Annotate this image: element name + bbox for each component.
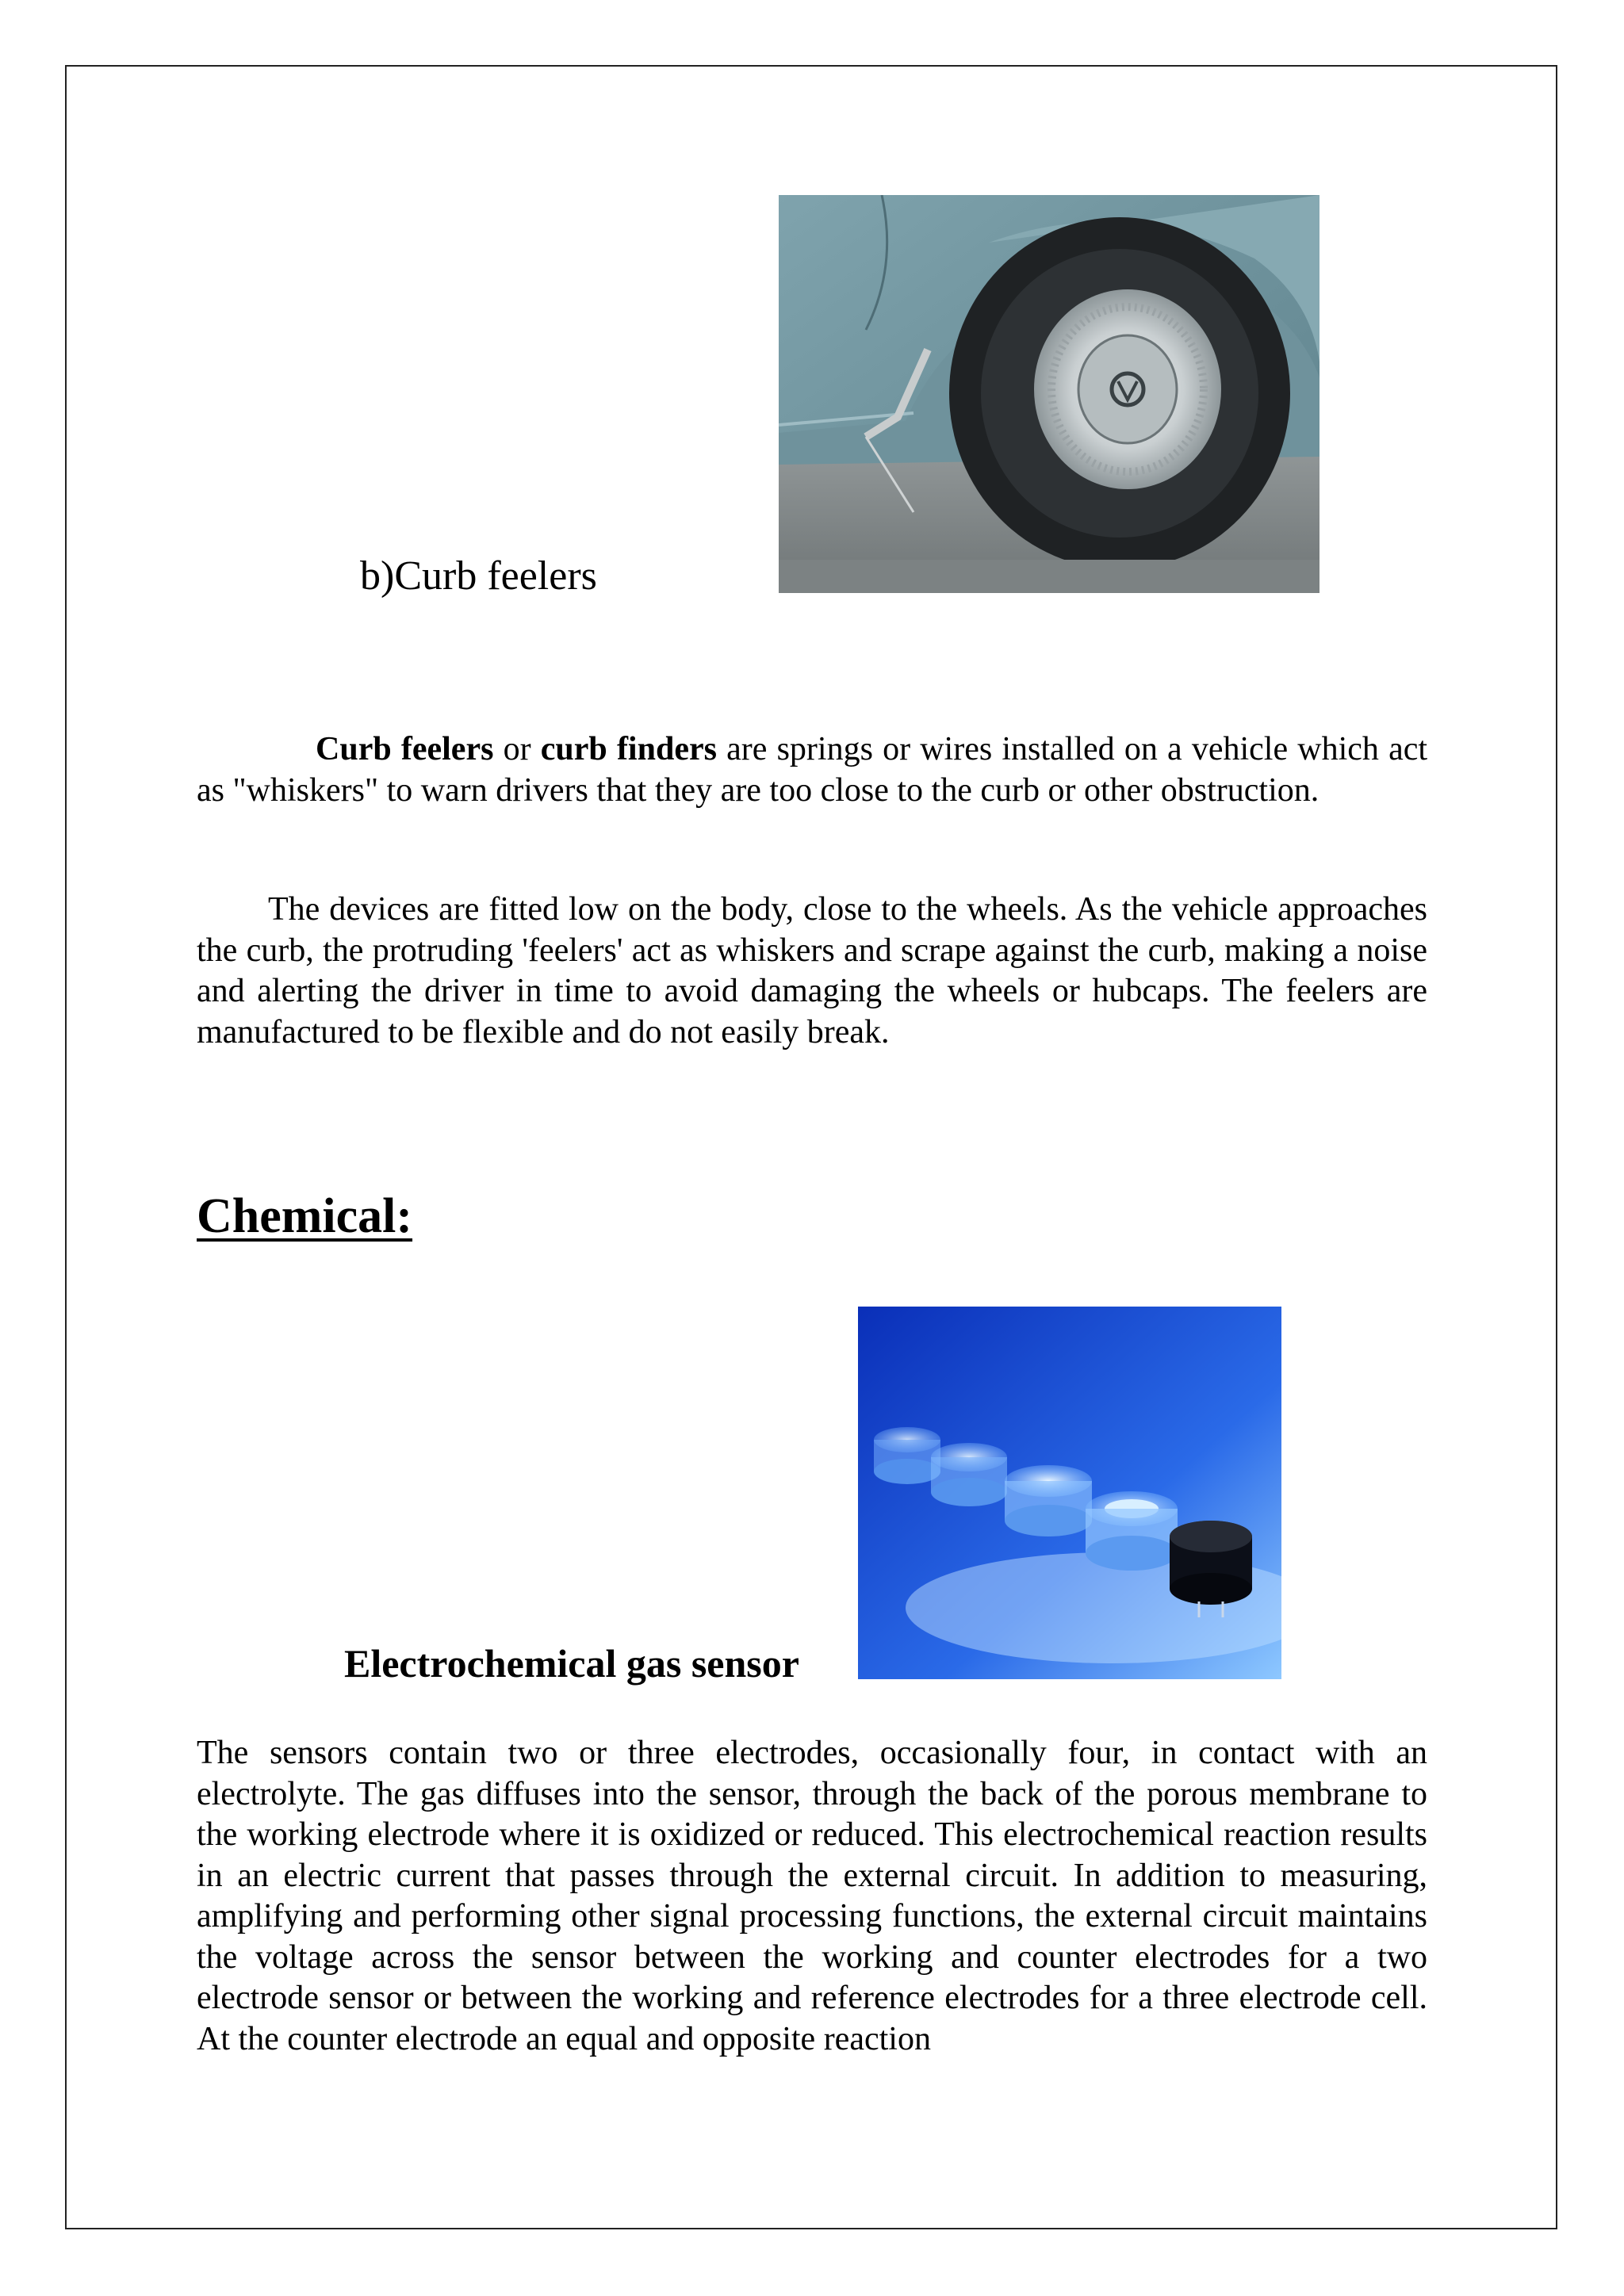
curb-feeler-photo	[779, 195, 1320, 593]
paragraph-curb-feelers-function	[197, 890, 1427, 1053]
term-curb-finders: curb finders	[540, 731, 717, 767]
paragraph-body-text: The devices are fitted low on the body, close to the wheels. As the vehicle approaches the curb, the protruding 'feelers' act as whiskers and scrape against the curb, making a noise and alerting the driver in time to avoid damaging the wheels or hubcaps. The feelers are manufactured to be flexible and do not easily break.	[197, 891, 1427, 1050]
figure-caption-gas-sensor: Electrochemical gas sensor	[344, 1641, 799, 1686]
paragraph-gas-sensor-description	[197, 1733, 1427, 2060]
term-curb-feelers: Curb feelers	[316, 731, 494, 767]
term-connector: or	[503, 731, 531, 767]
paragraph-curb-feelers-definition	[197, 729, 1427, 811]
paragraph-body-text: The sensors contain two or three electrodes, occasionally four, in contact with an electrolyte. The gas diffuses into the sensor, through the back of the porous membrane to the working electrode where it is oxidized or reduced. This electrochemical reaction results in an electric current that passes through the external circuit. In addition to measuring, amplifying and performing other signal processing functions, the external circuit maintains the voltage across the sensor between the working and counter electrodes for a two electrode sensor or between the working and reference electrodes for a three electrode cell. At the counter electrode an equal and opposite reaction	[197, 1735, 1427, 2057]
paragraph-body-text: are springs or wires installed on a vehicle which act as "whiskers" to warn drivers that they are too close to the curb or other obstruction.	[197, 731, 1428, 809]
figure-caption-curb-feelers: b)Curb feelers	[360, 553, 597, 599]
section-heading-chemical: Chemical:	[197, 1189, 413, 1243]
gas-sensor-photo	[858, 1307, 1281, 1679]
